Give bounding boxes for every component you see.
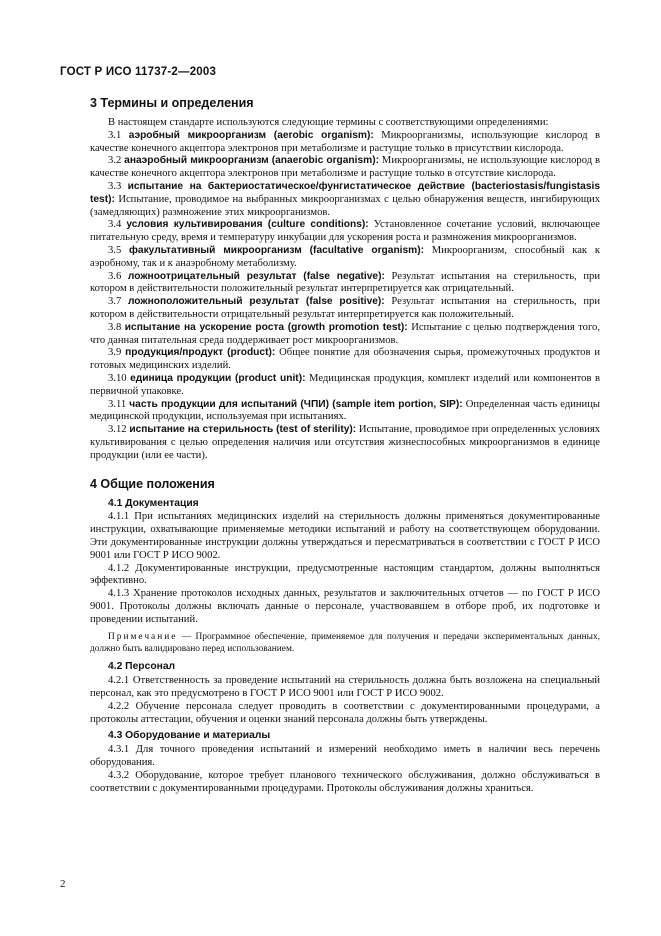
term-3-9: 3.9 продукция/продукт (product): Общее понятие для обозначения сырья, промежуточных продуктов и готовых медицинских изделий.	[90, 347, 601, 372]
standard-header: ГОСТ Р ИСО 11737-2—2003	[60, 66, 217, 78]
note	[90, 632, 600, 655]
subsection-4-2-title: 4.2 Персонал	[108, 661, 176, 673]
term-3-12: 3.12 испытание на стерильность (test of sterility): Испытание, проводимое при определенных условиях культивирования с целью определения наличия или отсутствия жизнеспособных микроорганизмов в единице продукции (или ее части).	[90, 424, 601, 461]
paragraph-4-1-2: 4.1.2 Документированные инструкции, предусмотренные настоящим стандартом, должны выполняться эффективно.	[90, 562, 600, 587]
paragraph-4-3-2: 4.3.2 Оборудование, которое требует планового технического обслуживания, должно обслуживаться в соответствии с документированными процедурами. Протоколы обслуживания должны храниться.	[90, 769, 600, 794]
term-definition: Испытание с целью подтверждения того, что данная питательная среда поддерживает рост микроорганизмов.	[90, 321, 601, 346]
term-3-8: 3.8 испытание на ускорение роста (growth promotion test): Испытание с целью подтверждения того, что данная питательная среда поддерживает рост микроорганизмов.	[90, 321, 601, 346]
term-definition: Результат испытания на стерильность, при котором в действительности отрицательный результат интерпретируется как положительный.	[90, 296, 600, 320]
term-name: условия культивирования (culture conditions):	[126, 219, 369, 231]
note-label: Примечание	[108, 632, 178, 643]
term-definition: Испытание, проводимое на выбранных микроорганизмах с целью обнаружения веществ, ингибирующих (замедляющих) размножение этих микроорганизмов.	[90, 193, 600, 218]
term-name: аэробный микроорганизм (aerobic organism):	[128, 129, 374, 141]
paragraph-4-2-1: 4.2.1 Ответственность за проведение испытаний на стерильность должна быть возложена на специальный персонал, как это предусмотрено в ГОСТ Р ИСО 9001 или ГОСТ Р ИСО 9002.	[90, 675, 600, 700]
section-4-title: 4 Общие положения	[90, 476, 215, 491]
note-text: — Программное обеспечение, применяемое для получения и передачи экспериментальных данных, должно быть валидировано перед использованием.	[90, 632, 600, 654]
term-name: испытание на стерильность (test of sterility):	[129, 424, 357, 436]
term-definition: Микроорганизмы, не использующие кислород в качестве конечного акцептора электронов при метаболизме и растущие только в отсутствие кислорода.	[90, 155, 600, 180]
term-definition: Медицинская продукция, комплект изделий или компонентов в первичной упаковке.	[90, 372, 600, 397]
term-definition: Микроорганизм, способный как к аэробному, так и к анаэробному метаболизму.	[90, 244, 600, 269]
paragraph-4-1-1: 4.1.1 При испытаниях медицинских изделий на стерильность должны применяться документированные инструкции, охватывающие применяемые методики испытаний и работу на соответствующем оборудовании. Эти документированные инструкции должны утверждаться и пересматриваться в соответствии с ГОСТ Р ИСО 9001 или ГОСТ Р ИСО 9002.	[90, 511, 600, 561]
subsection-4-1-title: 4.1 Документация	[108, 497, 199, 509]
term-3-11: 3.11 часть продукции для испытаний (ЧПИ) (sample item portion, SIP): Определенная часть единицы медицинской продукции, используемая при испытаниях.	[90, 398, 601, 423]
term-name: часть продукции для испытаний (ЧПИ) (sample item portion, SIP):	[129, 398, 463, 410]
term-name: факультативный микроорганизм (facultative organism):	[129, 244, 425, 256]
term-definition: Определенная часть единицы медицинской продукции, используемая при испытаниях.	[90, 398, 601, 423]
term-name: анаэробный микроорганизм (anaerobic organism):	[124, 155, 379, 167]
paragraph-4-1-3: 4.1.3 Хранение протоколов исходных данных, результатов и заключительных отчетов — по ГОСТ Р ИСО 9001. Протоколы должны включать данные о персонале, участвовавшем в отборе проб, их подготовке и проведении испытаний.	[90, 588, 600, 625]
paragraph-4-2-2: 4.2.2 Обучение персонала следует проводить в соответствии с документированными процедурами, а протоколы аттестации, обучения и оценки знаний персонала должны быть утверждены.	[90, 700, 600, 725]
term-3-5: 3.5 факультативный микроорганизм (facultative organism): Микроорганизм, способный как к аэробному, так и к анаэробному метаболизму.	[90, 244, 600, 269]
term-name: ложноположительный результат (false positive):	[127, 296, 385, 308]
subsection-4-3-title: 4.3 Оборудование и материалы	[108, 730, 271, 742]
term-definition: Общее понятие для обозначения сырья, промежуточных продуктов и готовых медицинских изделий.	[90, 347, 601, 372]
page-number: 2	[60, 878, 66, 890]
terms-list	[90, 130, 600, 463]
term-3-10: 3.10 единица продукции (product unit): Медицинская продукция, комплект изделий или компонентов в первичной упаковке.	[90, 372, 600, 397]
term-3-3: 3.3 испытание на бактериостатическое/фунгистатическое действие (bacteriostasis/fungistasis test): Испытание, проводимое на выбранных микроорганизмах с целью обнаружения веществ, ингибирующих (замедляющих) размножение этих микроорганизмов.	[90, 180, 600, 218]
term-3-4: 3.4 условия культивирования (culture conditions): Установленное сочетание условий, включающее питательную среду, время и температуру инкубации для ускорения роста и размножения микроорганизмов.	[90, 219, 600, 244]
term-definition: Установленное сочетание условий, включающее питательную среду, время и температуру инкубации для ускорения роста и размножения микроорганизмов.	[90, 219, 600, 244]
term-name: испытание на бактериостатическое/фунгистатическое действие (bacteriostasis/fungistasis test):	[90, 180, 600, 205]
term-name: испытание на ускорение роста (growth promotion test):	[124, 321, 408, 333]
section-3-title: 3 Термины и определения	[90, 96, 254, 110]
term-definition: Результат испытания на стерильность, при котором в действительности положительный результат интерпретируется как отрицательный.	[90, 270, 600, 295]
term-definition: Испытание, проводимое при определенных условиях культивирования с целью определения наличия или отсутствия жизнеспособных микроорганизмов в единице продукции (или ее части).	[90, 424, 601, 461]
page-content	[90, 96, 600, 795]
term-3-2: 3.2 анаэробный микроорганизм (anaerobic organism): Микроорганизмы, не использующие кислород в качестве конечного акцептора электронов при метаболизме и растущие только в отсутствие кислорода.	[90, 155, 600, 180]
term-name: ложноотрицательный результат (false negative):	[127, 270, 385, 282]
term-3-1: 3.1 аэробный микроорганизм (aerobic organism): Микроорганизмы, использующие кислород в качестве конечного акцептора электронов при метаболизме и растущие только в присутствии кислорода.	[90, 129, 600, 154]
term-name: продукция/продукт (product):	[125, 347, 276, 359]
section-3-intro: В настоящем стандарте используются следующие термины с соответствующими определениями:	[108, 117, 549, 128]
paragraph-4-3-1: 4.3.1 Для точного проведения испытаний и измерений необходимо иметь в наличии весь перечень оборудования.	[90, 744, 600, 769]
term-name: единица продукции (product unit):	[130, 372, 306, 384]
term-definition: Микроорганизмы, использующие кислород в качестве конечного акцептора электронов при метаболизме и растущие только в присутствии кислорода.	[90, 129, 600, 154]
term-3-7: 3.7 ложноположительный результат (false positive): Результат испытания на стерильность, при котором в действительности отрицательный результат интерпретируется как положительный.	[90, 296, 600, 320]
term-3-6: 3.6 ложноотрицательный результат (false negative): Результат испытания на стерильность, при котором в действительности положительный результат интерпретируется как отрицательный.	[90, 270, 600, 295]
